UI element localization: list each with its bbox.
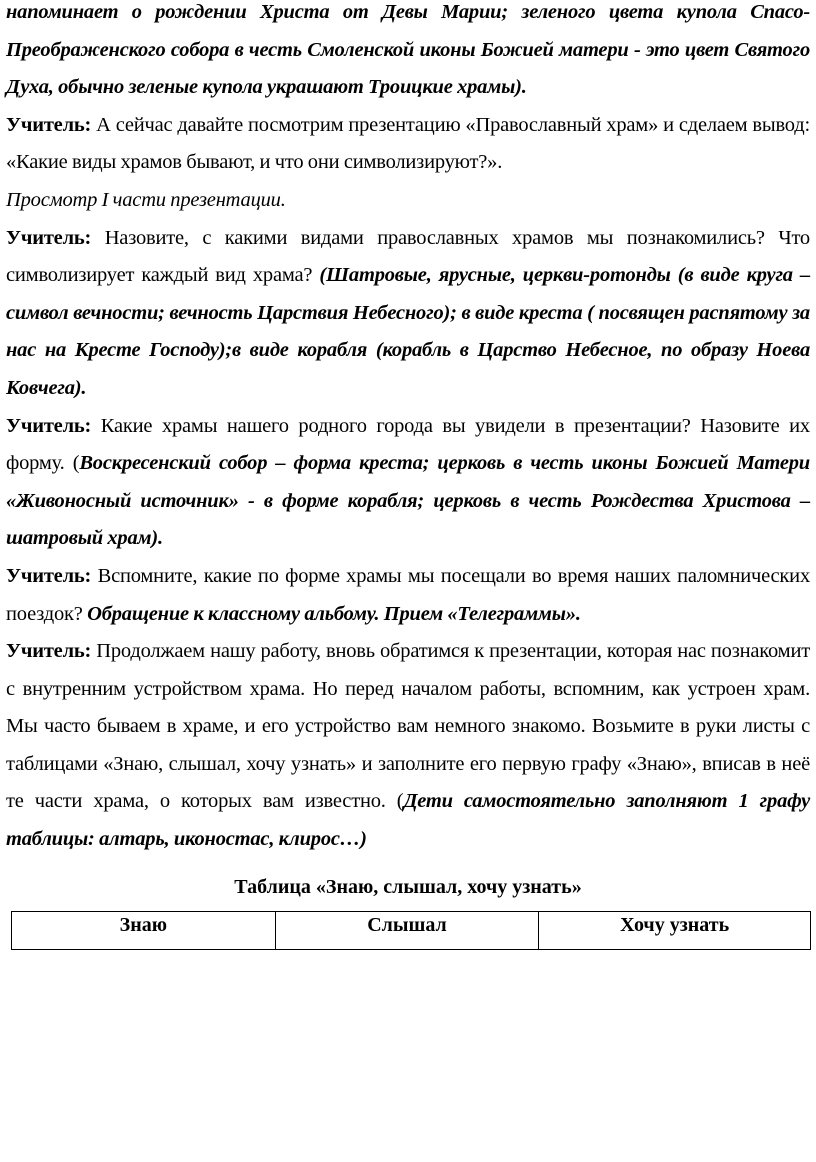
paragraph	[6, 0, 810, 107]
table-header-row	[12, 911, 811, 949]
paragraph	[6, 558, 810, 633]
speaker-label: Учитель:	[6, 564, 98, 587]
italic-note: (Шатровые, ярусные, церкви-ротонды (в виде круга – символ вечности; вечность Царствия Небесного); в виде креста ( посвящен распятому за нас на Кресте Господу);в виде корабля (корабль в Царство Небесное, по образу Ноева Ковчега).	[6, 264, 810, 399]
paragraph-text: Назовите, с какими видами православных храмов мы познакомились? Что символизирует каждый вид храма?	[6, 226, 810, 287]
table-header-want: Хочу узнать	[539, 911, 811, 949]
paragraph	[6, 182, 810, 220]
paragraph	[6, 633, 810, 859]
speaker-label: Учитель:	[6, 113, 97, 136]
paragraph	[6, 408, 810, 558]
speaker-label: Учитель:	[6, 414, 101, 437]
italic-note: Воскресенский собор – форма креста; церковь в честь иконы Божией Матери «Живоносный источник» - в форме корабля; церковь в честь Рождества Христова – шатровый храм).	[6, 452, 811, 550]
table-header-know: Знаю	[12, 911, 276, 949]
table-header-heard: Слышал	[275, 911, 539, 949]
speaker-label: Учитель:	[6, 640, 97, 663]
speaker-label: Учитель:	[6, 226, 105, 249]
paragraph	[6, 220, 810, 408]
italic-note: напоминает о рождении Христа от Девы Марии; зеленого цвета купола Спасо-Преображенского собора в честь Смоленской иконы Божией матери - это цвет Святого Духа, обычно зеленые купола украшают Троицкие храмы).	[6, 1, 810, 99]
paragraph-text: Вспомните, какие по форме храмы мы посещали во время наших паломнических поездок?	[6, 564, 810, 625]
italic-note: Обращение к классному альбому. Прием «Телеграммы».	[87, 602, 581, 625]
paragraph-text: А сейчас давайте посмотрим презентацию «Православный храм» и сделаем вывод: «Какие виды храмов бывают, и что они символизируют?».	[6, 113, 810, 174]
paragraph	[6, 107, 810, 182]
italic-note: Просмотр I части презентации.	[6, 188, 286, 211]
know-heard-want-table	[11, 911, 811, 950]
document-body	[6, 0, 810, 859]
paragraph-text: Какие храмы нашего родного города вы увидели в презентации? Назовите их форму. (	[6, 414, 810, 475]
italic-note: Дети самостоятельно заполняют 1 графу таблицы: алтарь, иконостас, клирос…)	[6, 790, 810, 851]
paragraph-text: Продолжаем нашу работу, вновь обратимся к презентации, которая нас познакомит с внутренним устройством храма. Но перед началом работы, вспомним, как устроен храм. Мы часто бываем в храме, и его устройство вам немного знакомо. Возьмите в руки листы с таблицами «Знаю, слышал, хочу узнать» и заполните его первую графу «Знаю», вписав в неё те части храма, о которых вам известно. (	[6, 640, 810, 813]
table-title: Таблица «Знаю, слышал, хочу узнать»	[234, 875, 582, 898]
